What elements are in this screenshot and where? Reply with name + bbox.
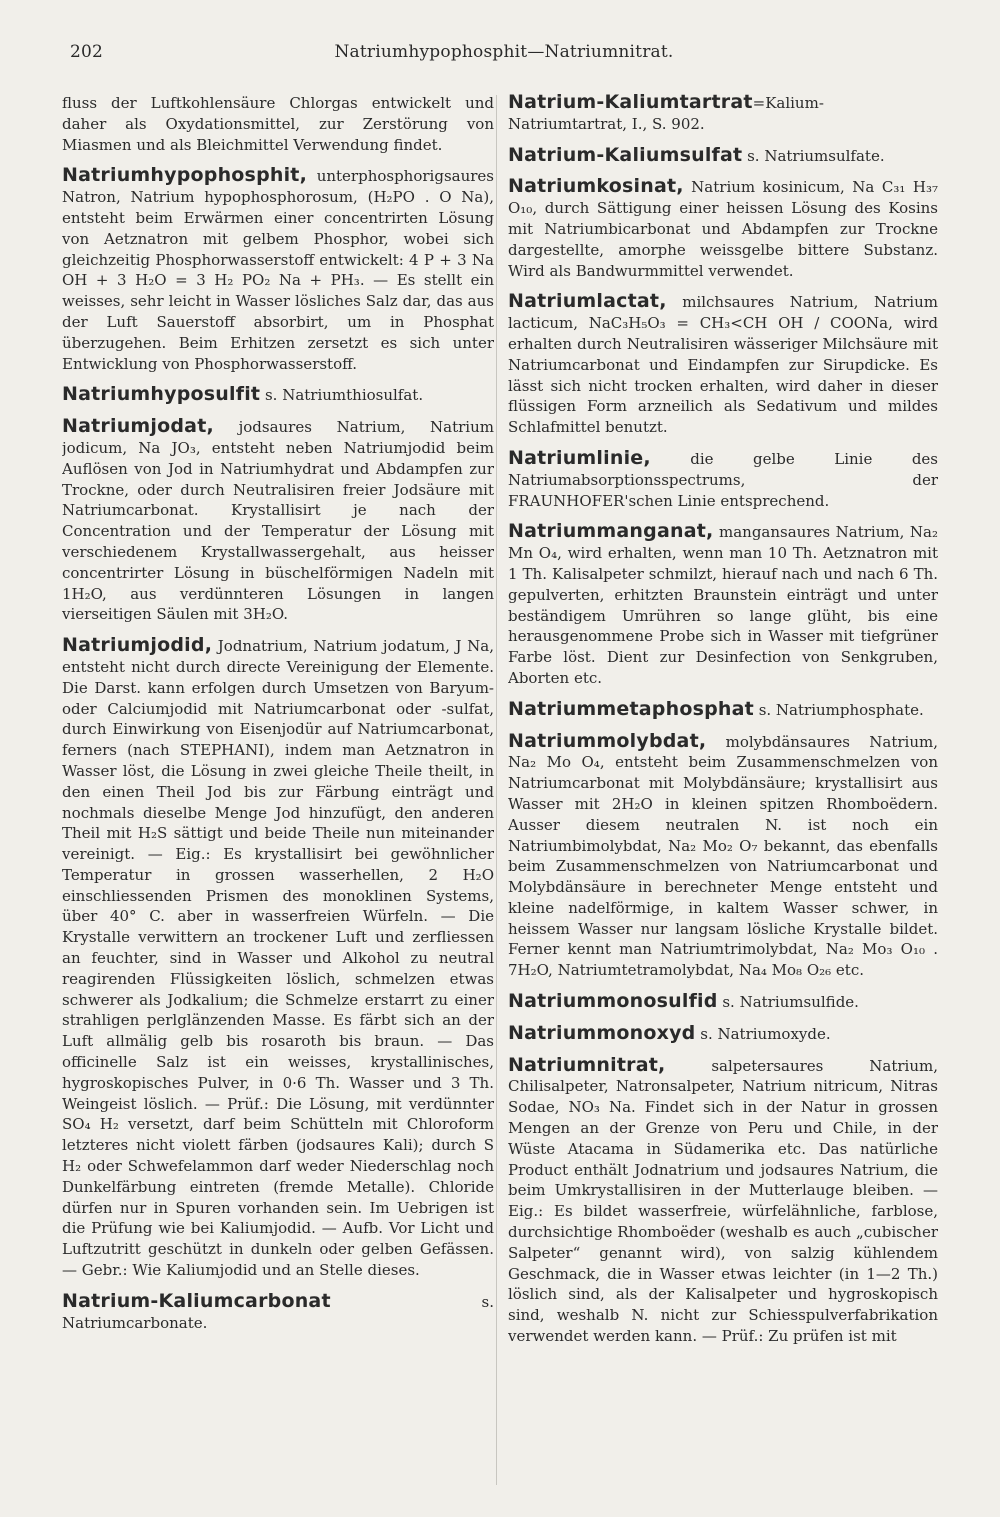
entry-natriumjodid: [62, 635, 494, 1281]
entry-body: s. Natriumsulfide.: [717, 993, 859, 1012]
entry-headword: Natrium-Kaliumcarbonat: [62, 1289, 331, 1312]
entry-body: unterphosphorigsaures Natron, Natrium hypophosphorosum, (H₂PO . O Na), entsteht beim Erwärmen einer concentrirten Lösung von Aetznatron mit gelbem Phosphor, wobei sich gleichzeitig Phosphorwasserstoff entwickelt: 4 P + 3 Na OH + 3 H₂O = 3 H₂ PO₂ Na + PH₃. — Es stellt ein weisses, sehr leicht in Wasser lösliches Salz dar, das aus der Luft Sauerstoff absorbirt, um in Phosphat überzugehen. Beim Erhitzen zersetzt es sich unter Entwicklung von Phosphorwasserstoff.: [62, 167, 494, 373]
entry-natriumkosinat: [508, 176, 938, 281]
entry-natriumnitrat: [508, 1055, 938, 1347]
entry-body: mangansaures Natrium, Na₂ Mn O₄, wird erhalten, wenn man 10 Th. Aetznatron mit 1 Th. Kalisalpeter schmilzt, hierauf nach und nach 6 Th. gepulverten, erhitzten Braunstein einträgt und unter beständigem Umrühren so lange glüht, bis eine herausgenommene Probe sich in Wasser mit tiefgrüner Farbe löst. Dient zur Desinfection von Senkgruben, Aborten etc.: [508, 523, 938, 687]
running-header: [70, 42, 938, 72]
entry-body: s. Natriumcarbonate.: [62, 1292, 494, 1332]
entry-headword: Natriumnitrat,: [508, 1053, 666, 1076]
entry-natriumjodat: [62, 416, 494, 625]
entry-headword: Natriummonoxyd: [508, 1021, 696, 1044]
entry-natriumlinie: [508, 448, 938, 511]
running-title: Natriumhypophosphit—Natriumnitrat.: [334, 42, 674, 62]
entry-natriummonosulfid: [508, 991, 938, 1013]
entry-body: s. Natriumthiosulfat.: [260, 386, 424, 405]
entry-body: Jodnatrium, Natrium jodatum, J Na, entsteht nicht durch directe Vereinigung der Elemente. Die Darst. kann erfolgen durch Umsetzen von Baryum- oder Calciumjodid mit Natriumcarbonat oder -sulfat, durch Einwirkung von Eisenjodür auf Natriumcarbonat, ferners (nach STEPHANI), indem man Aetznatron in Wasser löst, die Lösung in zwei gleiche Theile theilt, in den einen Theil Jod bis zur Färbung einträgt und nochmals dieselbe Menge Jod hinzufügt, den anderen Theil mit H₂S sättigt und beide Theile nun miteinander vereinigt. — Eig.: Es krystallisirt bei gewöhnlicher Temperatur in grossen wasserhellen, 2 H₂O einschliessenden Prismen des monoklinen Systems, über 40° C. aber in wasserfreien Würfeln. — Die Krystalle verwittern an trockener Luft und zerfliessen an feuchter, sind in Wasser und Alkohol zu neutral reagirenden Flüssigkeiten löslich, schmelzen etwas schwerer als Jodkalium; die Schmelze erstarrt zu einer strahligen perlglänzenden Masse. Es färbt sich an der Luft allmälig gelb bis rosaroth bis braun. — Das officinelle Salz ist ein weisses, krystallinisches, hygroskopisches Pulver, in 0·6 Th. Wasser und 3 Th. Weingeist löslich. — Prüf.: Die Lösung, mit verdünnter SO₄ H₂ versetzt, darf beim Schütteln mit Chloroform letzteres nicht violett färben (jodsaures Kali); durch S H₂ oder Schwefelammon darf weder Niederschlag noch Dunkelfärbung eintreten (fremde Metalle). Chloride dürfen nur in Spuren vorhanden sein. Im Uebrigen ist die Prüfung wie bei Kaliumjodid. — Aufb. Vor Licht und Luftzutritt geschützt in dunkeln oder gelben Gefässen. — Gebr.: Wie Kaliumjodid und an Stelle dieses.: [62, 637, 494, 1280]
entry-natriumhypophosphit: [62, 165, 494, 374]
entry-continuation: [62, 92, 494, 155]
entry-headword: Natriumkosinat,: [508, 175, 684, 198]
entry-body: jodsaures Natrium, Natrium jodicum, Na JO₃, entsteht neben Natriumjodid beim Auflösen von Jod in Natriumhydrat und Abdampfen zur Trockne, oder durch Neutralisiren freier Jodsäure mit Natriumcarbonat. Krystallisirt je nach der Concentration und der Temperatur der Lösung mit verschiedenem Krystallwassergehalt, aus heisser concentrirter Lösung in büschelförmigen Nadeln mit 1H₂O, aus verdünnteren Lösungen in langen vierseitigen Säulen mit 3H₂O.: [62, 418, 494, 624]
entry-headword: Natriumhypophosphit,: [62, 164, 308, 187]
entry-body: fluss der Luftkohlensäure Chlorgas entwickelt und daher als Oxydationsmittel, zur Zerstörung von Miasmen und als Bleichmittel Verwendung findet.: [62, 94, 494, 154]
entry-headword: Natrium-Kaliumtartrat: [508, 92, 753, 113]
entry-body: s. Natriumoxyde.: [695, 1024, 831, 1043]
entry-body: molybdänsaures Natrium, Na₂ Mo O₄, entsteht beim Zusammenschmelzen von Natriumcarbonat mit Molybdänsäure; krystallisirt aus Wasser mit 2H₂O in kleinen spitzen Rhomboëdern. Ausser diesem neutralen N. ist noch ein Natriumbimolybdat, Na₂ Mo₂ O₇ bekannt, das ebenfalls beim Zusammenschmelzen von Natriumcarbonat und Molybdänsäure in berechneter Menge entsteht und kleine nadelförmige, in kaltem Wasser schwer, in heissem Wasser nur langsam lösliche Krystalle bildet. Ferner kennt man Natriumtrimolybdat, Na₂ Mo₃ O₁₀ . 7H₂O, Natriumtetramolybdat, Na₄ Mo₈ O₂₆ etc.: [508, 732, 938, 980]
entry-headword: Natriummolybdat,: [508, 729, 707, 752]
entry-body: =Kalium-Natriumtartrat, I., S. 902.: [508, 94, 824, 133]
entry-body: s. Natriumsulfate.: [742, 146, 885, 165]
entry-body: salpetersaures Natrium, Chilisalpeter, Natronsalpeter, Natrium nitricum, Nitras Sodae, NO₃ Na. Findet sich in der Natur in grossen Mengen an der Grenze von Peru und Chile, in der Wüste Atacama in Südamerika etc. Das natürliche Product enthält Jodnatrium und jodsaures Natrium, die beim Umkrystallisiren in der Mutterlauge bleiben. — Eig.: Es bildet wasserfreie, würfelähnliche, farblose, durchsichtige Rhomboëder (weshalb es auch „cubischer Salpeter“ genannt wird), von salzig kühlendem Geschmack, die in Wasser etwas leichter (in 1—2 Th.) löslich sind, als der Kalisalpeter und hygroskopisch sind, weshalb N. nicht zur Schiesspulverfabrikation verwendet werden kann. — Prüf.: Zu prüfen ist mit: [508, 1056, 938, 1346]
entry-body: Natrium kosinicum, Na C₃₁ H₃₇ O₁₀, durch Sättigung einer heissen Lösung des Kosins mit Natriumbicarbonat und Abdampfen zur Trockne dargestellte, amorphe weissgelbe bittere Substanz. Wird als Bandwurmmittel verwendet.: [508, 178, 938, 280]
entry-natriummanganat: [508, 521, 938, 688]
entry-headword: Natriummanganat,: [508, 520, 714, 543]
entry-body: milchsaures Natrium, Natrium lacticum, NaC₃H₅O₃ = CH₃<CH OH / COONa, wird erhalten durch Neutralisiren wässeriger Milchsäure mit Natriumcarbonat und Eindampfen zur Sirupdicke. Es lässt sich nicht trocken erhalten, wird daher in dieser flüssigen Form arzneilich als Sedativum und mildes Schlafmittel benutzt.: [508, 293, 938, 437]
right-column: [508, 92, 938, 1492]
entry-headword: Natriumhyposulfit: [62, 383, 261, 406]
entry-body: die gelbe Linie des Natriumabsorptionsspectrums, der FRAUNHOFER'schen Linie entsprechend.: [508, 449, 938, 510]
entry-natriumlactat: [508, 291, 938, 438]
entry-natrium-kaliumtartrat: [508, 92, 938, 135]
entry-headword: Natrium-Kaliumsulfat: [508, 143, 743, 166]
entry-natrium-kaliumcarbonat: [62, 1291, 494, 1334]
entry-headword: Natriumjodat,: [62, 415, 214, 438]
entry-natrium-kaliumsulfat: [508, 145, 938, 167]
left-column: [62, 92, 494, 1492]
entry-headword: Natriummetaphosphat: [508, 697, 754, 720]
entry-headword: Natriumlinie,: [508, 446, 651, 469]
entry-natriummonoxyd: [508, 1023, 938, 1045]
entry-natriummetaphosphat: [508, 699, 938, 721]
entry-headword: Natriummonosulfid: [508, 990, 718, 1013]
column-divider: [496, 95, 497, 1485]
entry-natriumhyposulfit: [62, 384, 494, 406]
entry-body: s. Natriumphosphate.: [753, 700, 924, 719]
entry-natriummolybdat: [508, 731, 938, 982]
entry-headword: Natriumlactat,: [508, 290, 667, 313]
entry-headword: Natriumjodid,: [62, 634, 213, 657]
page-number: 202: [70, 42, 104, 62]
